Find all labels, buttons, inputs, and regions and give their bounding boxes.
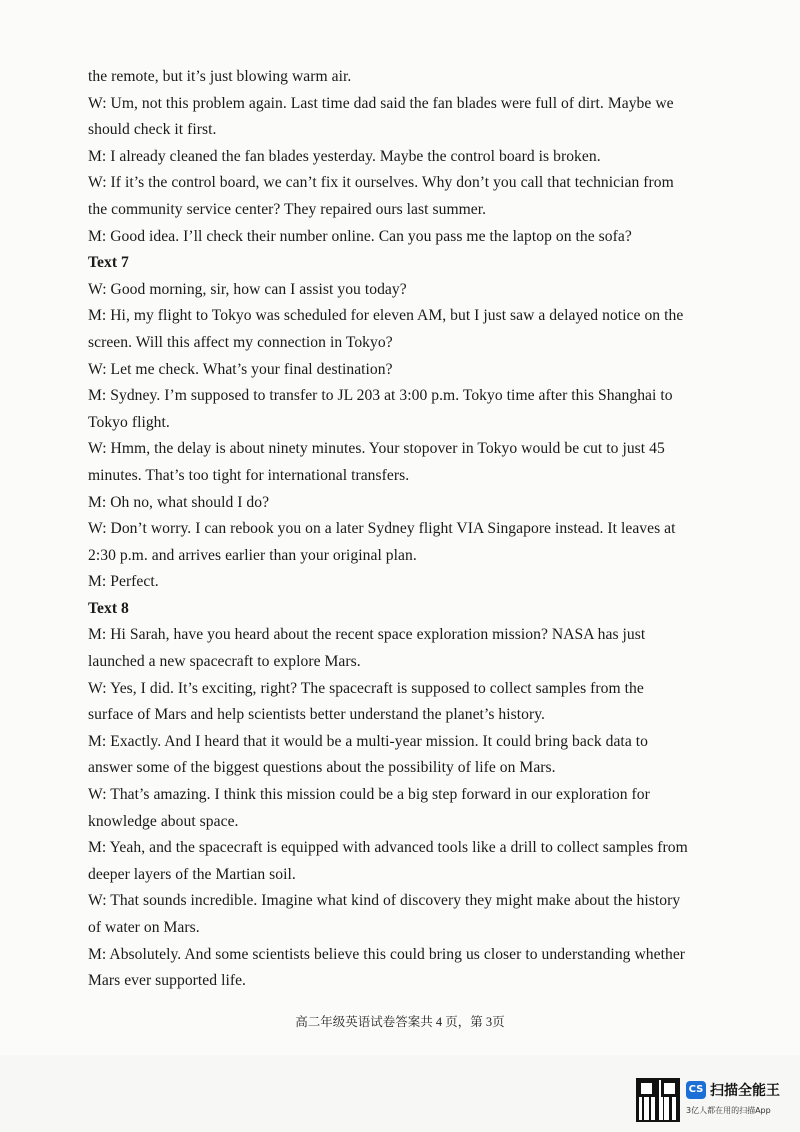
text-line: W: Yes, I did. It’s exciting, right? The spacecraft is supposed to collect samples from the <box>88 679 644 697</box>
section-heading: Text 7 <box>88 254 129 272</box>
text-line: M: Good idea. I’ll check their number online. Can you pass me the laptop on the sofa? <box>88 227 632 245</box>
scanner-brand-name: 扫描全能王 <box>710 1083 780 1099</box>
text-line: minutes. That’s too tight for international transfers. <box>88 466 410 484</box>
text-line: M: Perfect. <box>88 573 159 591</box>
text-line: W: Hmm, the delay is about ninety minutes. Your stopover in Tokyo would be cut to just 45 <box>88 440 665 458</box>
text-line: Tokyo flight. <box>88 413 170 431</box>
text-line: M: Sydney. I’m supposed to transfer to JL 203 at 3:00 p.m. Tokyo time after this Shanghai to <box>88 387 673 405</box>
text-line: surface of Mars and help scientists better understand the planet’s history. <box>88 706 545 724</box>
text-line: deeper layers of the Martian soil. <box>88 865 296 883</box>
page-footer: 高二年级英语试卷答案共 4 页，第 3页 <box>295 1015 505 1029</box>
text-line: of water on Mars. <box>88 919 200 936</box>
document-body <box>88 64 718 995</box>
camscanner-logo-icon: CS <box>686 1081 706 1099</box>
text-line: M: Oh no, what should I do? <box>88 493 270 511</box>
text-line: the remote, but it’s just blowing warm air. <box>88 68 352 85</box>
text-line: Mars ever supported life. <box>88 972 247 990</box>
text-line: W: That’s amazing. I think this mission could be a big step forward in our exploration for <box>88 786 650 804</box>
text-line: launched a new spacecraft to explore Mars. <box>88 653 361 671</box>
scanner-tagline: 3亿人都在用的扫描App <box>686 1106 771 1115</box>
text-line: knowledge about space. <box>88 812 239 830</box>
text-line: W: If it’s the control board, we can’t fix it ourselves. Why don’t you call that technician from <box>88 174 674 192</box>
section-heading: Text 8 <box>88 599 129 617</box>
text-line: should check it first. <box>88 121 217 139</box>
text-line: M: I already cleaned the fan blades yesterday. Maybe the control board is broken. <box>88 147 601 165</box>
qr-code-icon <box>636 1078 680 1122</box>
text-line: the community service center? They repaired ours last summer. <box>88 200 487 218</box>
text-line: 2:30 p.m. and arrives earlier than your original plan. <box>88 546 417 564</box>
text-line: W: Let me check. What’s your final destination? <box>88 360 393 378</box>
text-line: M: Yeah, and the spacecraft is equipped with advanced tools like a drill to collect samples from <box>88 839 688 857</box>
text-line: M: Absolutely. And some scientists believe this could bring us closer to understanding whether <box>88 945 686 963</box>
text-line: W: Um, not this problem again. Last time dad said the fan blades were full of dirt. Maybe we <box>88 94 674 112</box>
text-line: answer some of the biggest questions about the possibility of life on Mars. <box>88 759 556 777</box>
text-line: M: Hi Sarah, have you heard about the recent space exploration mission? NASA has just <box>88 626 646 644</box>
text-line: screen. Will this affect my connection in Tokyo? <box>88 333 393 351</box>
text-line: M: Exactly. And I heard that it would be a multi-year mission. It could bring back data to <box>88 732 648 750</box>
scanner-watermark <box>636 1078 796 1122</box>
text-line: W: That sounds incredible. Imagine what kind of discovery they might make about the history <box>88 892 681 910</box>
text-line: W: Good morning, sir, how can I assist you today? <box>88 280 407 298</box>
text-line: W: Don’t worry. I can rebook you on a later Sydney flight VIA Singapore instead. It leaves at <box>88 520 676 538</box>
text-line: M: Hi, my flight to Tokyo was scheduled for eleven AM, but I just saw a delayed notice on the <box>88 307 684 325</box>
